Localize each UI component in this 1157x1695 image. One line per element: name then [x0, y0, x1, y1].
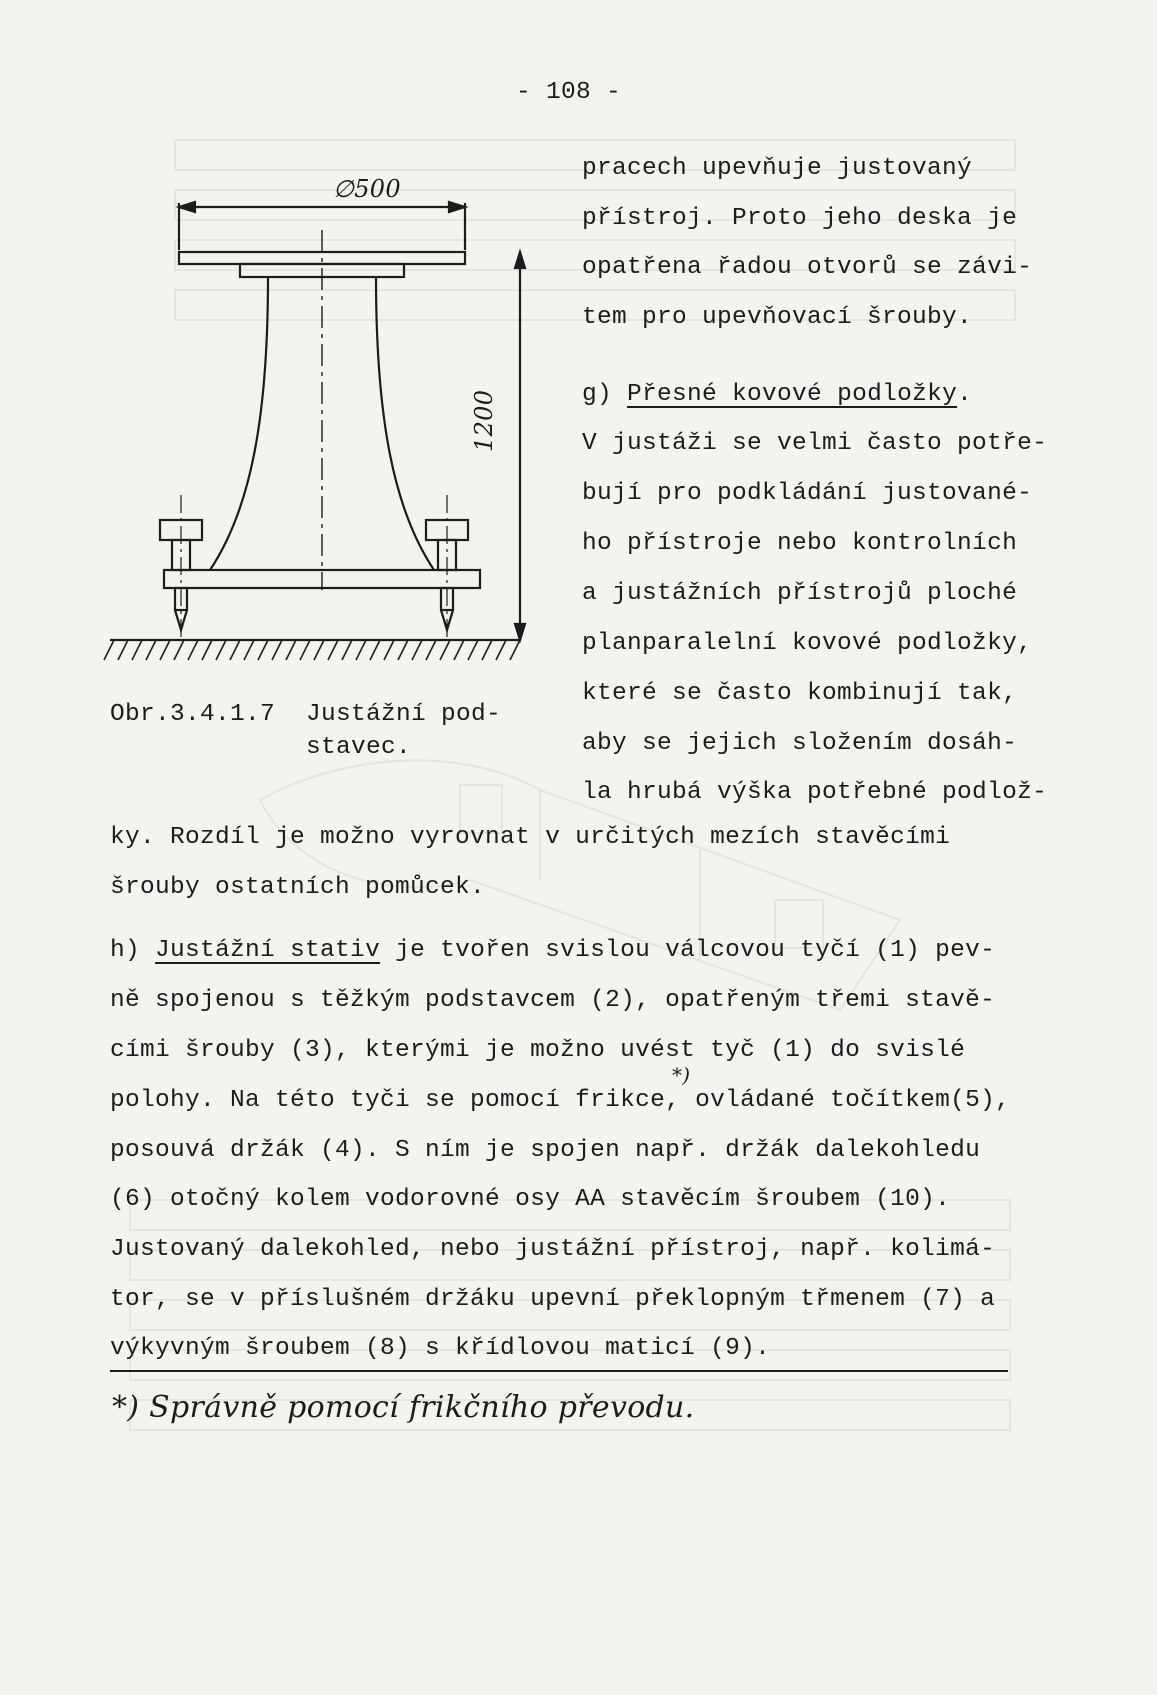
footnote-divider	[110, 1370, 1008, 1372]
right-column-line: tem pro upevňovací šrouby.	[582, 304, 973, 331]
section-g-full-line: šrouby ostatních pomůcek.	[110, 874, 486, 901]
section-g-line: ho přístroje nebo kontrolních	[582, 530, 1018, 557]
section-h-line: (6) otočný kolem vodorovné osy AA stavěcím šroubem (10).	[110, 1186, 951, 1213]
section-g-line: V justáži se velmi často potře-	[582, 430, 1048, 457]
section-h-line: tor, se v příslušném držáku upevní překlopným třmenem (7) a	[110, 1286, 996, 1313]
right-column-line: opatřena řadou otvorů se závi-	[582, 254, 1033, 281]
footnote-text: *) Správně pomocí frikčního převodu.	[112, 1390, 695, 1425]
figure-caption-line2: stavec.	[306, 734, 412, 761]
figure-caption-line1: Justážní pod-	[306, 701, 502, 728]
section-g-line: a justážních přístrojů ploché	[582, 580, 1018, 607]
section-h-first-line	[110, 936, 995, 966]
section-g-line: aby se jejich složením dosáh-	[582, 730, 1018, 757]
dimension-height-label: 1200	[470, 389, 498, 452]
footnote-marker: *)	[672, 1063, 691, 1087]
section-g-line: které se často kombinují tak,	[582, 680, 1018, 707]
section-g-title-end: .	[957, 381, 973, 408]
section-g-heading	[582, 380, 972, 410]
section-h-first-line-rest: je tvořen svislou válcovou tyčí (1) pev-	[395, 937, 996, 964]
section-h-line: posouvá držák (4). S ním je spojen např. držák dalekohledu	[110, 1137, 981, 1164]
stand-drawing	[100, 170, 460, 670]
section-h-line: polohy. Na této tyči se pomocí frikce, ovládané točítkem(5),	[110, 1087, 1011, 1114]
section-g-line: bují pro podkládání justované-	[582, 480, 1033, 507]
section-g-title: Přesné kovové podložky	[627, 381, 958, 408]
section-g-line: planparalelní kovové podložky,	[582, 630, 1033, 657]
section-h-line: výkyvným šroubem (8) s křídlovou maticí (9).	[110, 1335, 771, 1362]
section-h-title: Justážní stativ	[155, 937, 381, 964]
section-h-prefix: h)	[110, 937, 141, 964]
dimension-width-label: ∅500	[333, 175, 401, 203]
section-h-line: Justovaný dalekohled, nebo justážní přístroj, např. kolimá-	[110, 1236, 996, 1263]
right-column-line: přístroj. Proto jeho deska je	[582, 205, 1018, 232]
right-column-line: pracech upevňuje justovaný	[582, 155, 973, 182]
figure-caption-label: Obr.3.4.1.7	[110, 701, 276, 728]
section-g-prefix: g)	[582, 381, 613, 408]
section-h-line: ně spojenou s těžkým podstavcem (2), opatřeným třemi stavě-	[110, 987, 996, 1014]
section-g-full-line: ky. Rozdíl je možno vyrovnat v určitých mezích stavěcími	[110, 824, 951, 851]
section-g-line: la hrubá výška potřebné podlož-	[582, 779, 1048, 806]
page-number: - 108 -	[516, 79, 622, 106]
section-h-line: cími šrouby (3), kterými je možno uvést tyč (1) do svislé	[110, 1037, 966, 1064]
